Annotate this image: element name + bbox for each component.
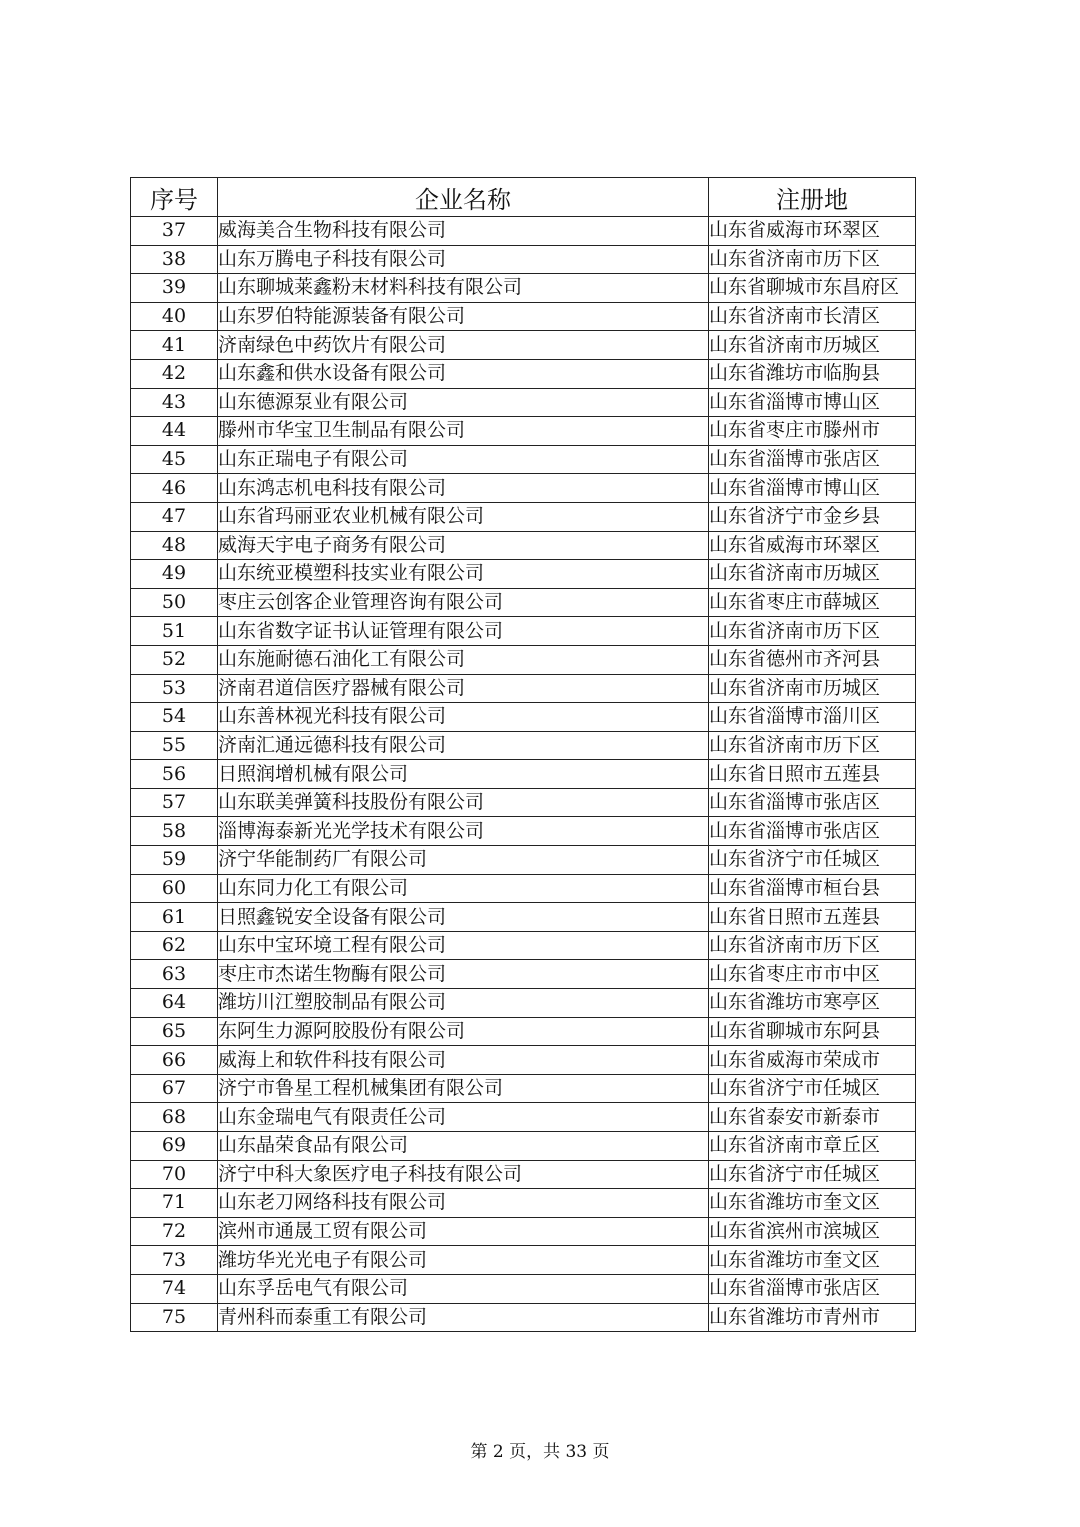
row-company-name: 青州科而泰重工有限公司: [218, 1303, 709, 1332]
row-serial-number: 71: [131, 1189, 218, 1218]
row-company-name: 威海天宇电子商务有限公司: [218, 531, 709, 560]
row-company-name: 山东老刀网络科技有限公司: [218, 1189, 709, 1218]
row-company-name: 威海上和软件科技有限公司: [218, 1046, 709, 1075]
table-row: [131, 474, 916, 503]
row-company-name: 山东同力化工有限公司: [218, 874, 709, 903]
row-registered-location: 山东省济南市长清区: [709, 302, 916, 331]
row-serial-number: 57: [131, 788, 218, 817]
table-row: [131, 302, 916, 331]
table-row: [131, 417, 916, 446]
row-registered-location: 山东省济南市历下区: [709, 245, 916, 274]
row-company-name: 山东省数字证书认证管理有限公司: [218, 617, 709, 646]
row-company-name: 潍坊川江塑胶制品有限公司: [218, 989, 709, 1018]
row-registered-location: 山东省威海市荣成市: [709, 1046, 916, 1075]
row-serial-number: 56: [131, 760, 218, 789]
row-registered-location: 山东省聊城市东阿县: [709, 1017, 916, 1046]
row-registered-location: 山东省潍坊市临朐县: [709, 359, 916, 388]
row-serial-number: 41: [131, 331, 218, 360]
row-serial-number: 48: [131, 531, 218, 560]
row-company-name: 山东中宝环境工程有限公司: [218, 931, 709, 960]
row-serial-number: 74: [131, 1274, 218, 1303]
row-registered-location: 山东省潍坊市青州市: [709, 1303, 916, 1332]
row-registered-location: 山东省淄博市博山区: [709, 388, 916, 417]
table-row: [131, 931, 916, 960]
table-row: [131, 1074, 916, 1103]
row-serial-number: 54: [131, 703, 218, 732]
row-company-name: 淄博海泰新光光学技术有限公司: [218, 817, 709, 846]
row-serial-number: 40: [131, 302, 218, 331]
table-row: [131, 645, 916, 674]
row-serial-number: 61: [131, 903, 218, 932]
row-registered-location: 山东省滨州市滨城区: [709, 1217, 916, 1246]
row-serial-number: 52: [131, 645, 218, 674]
row-company-name: 山东鑫和供水设备有限公司: [218, 359, 709, 388]
row-serial-number: 44: [131, 417, 218, 446]
row-company-name: 日照鑫锐安全设备有限公司: [218, 903, 709, 932]
row-registered-location: 山东省潍坊市寒亭区: [709, 989, 916, 1018]
row-registered-location: 山东省济宁市金乡县: [709, 502, 916, 531]
row-serial-number: 64: [131, 989, 218, 1018]
row-company-name: 济南汇通远德科技有限公司: [218, 731, 709, 760]
table-row: [131, 217, 916, 246]
row-registered-location: 山东省济南市历城区: [709, 560, 916, 589]
table-row: [131, 588, 916, 617]
row-registered-location: 山东省济南市章丘区: [709, 1132, 916, 1161]
row-serial-number: 58: [131, 817, 218, 846]
row-company-name: 山东聊城莱鑫粉末材料科技有限公司: [218, 274, 709, 303]
table-row: [131, 445, 916, 474]
row-company-name: 枣庄云创客企业管理咨询有限公司: [218, 588, 709, 617]
row-serial-number: 43: [131, 388, 218, 417]
row-company-name: 山东鸿志机电科技有限公司: [218, 474, 709, 503]
row-registered-location: 山东省淄博市淄川区: [709, 703, 916, 732]
row-serial-number: 38: [131, 245, 218, 274]
row-serial-number: 51: [131, 617, 218, 646]
table-row: [131, 388, 916, 417]
table-row: [131, 331, 916, 360]
row-registered-location: 山东省威海市环翠区: [709, 531, 916, 560]
row-company-name: 山东善林视光科技有限公司: [218, 703, 709, 732]
row-company-name: 山东金瑞电气有限责任公司: [218, 1103, 709, 1132]
header-registered-location: 注册地: [709, 178, 916, 217]
row-registered-location: 山东省淄博市博山区: [709, 474, 916, 503]
row-serial-number: 75: [131, 1303, 218, 1332]
table-header-row: [131, 178, 916, 217]
table-row: [131, 731, 916, 760]
row-company-name: 威海美合生物科技有限公司: [218, 217, 709, 246]
row-registered-location: 山东省枣庄市市中区: [709, 960, 916, 989]
table-row: [131, 1217, 916, 1246]
row-registered-location: 山东省日照市五莲县: [709, 760, 916, 789]
row-registered-location: 山东省济南市历下区: [709, 617, 916, 646]
table-row: [131, 1274, 916, 1303]
row-serial-number: 55: [131, 731, 218, 760]
row-company-name: 山东省玛丽亚农业机械有限公司: [218, 502, 709, 531]
table-row: [131, 1103, 916, 1132]
row-company-name: 山东罗伯特能源装备有限公司: [218, 302, 709, 331]
page-footer: 第 2 页，共 33 页: [470, 1442, 610, 1462]
row-serial-number: 62: [131, 931, 218, 960]
row-registered-location: 山东省威海市环翠区: [709, 217, 916, 246]
row-serial-number: 73: [131, 1246, 218, 1275]
enterprise-table: [130, 177, 916, 1332]
row-company-name: 枣庄市杰诺生物酶有限公司: [218, 960, 709, 989]
row-company-name: 济南绿色中药饮片有限公司: [218, 331, 709, 360]
row-company-name: 山东统亚模塑科技实业有限公司: [218, 560, 709, 589]
table-row: [131, 560, 916, 589]
table-row: [131, 960, 916, 989]
table-row: [131, 531, 916, 560]
row-serial-number: 72: [131, 1217, 218, 1246]
row-registered-location: 山东省济南市历下区: [709, 931, 916, 960]
row-company-name: 济宁中科大象医疗电子科技有限公司: [218, 1160, 709, 1189]
row-serial-number: 65: [131, 1017, 218, 1046]
row-company-name: 山东晶荣食品有限公司: [218, 1132, 709, 1161]
table-row: [131, 1132, 916, 1161]
table-row: [131, 674, 916, 703]
row-serial-number: 49: [131, 560, 218, 589]
row-registered-location: 山东省淄博市张店区: [709, 1274, 916, 1303]
table-row: [131, 1160, 916, 1189]
row-company-name: 东阿生力源阿胶股份有限公司: [218, 1017, 709, 1046]
row-registered-location: 山东省淄博市桓台县: [709, 874, 916, 903]
row-registered-location: 山东省济南市历下区: [709, 731, 916, 760]
row-registered-location: 山东省济南市历城区: [709, 331, 916, 360]
table-row: [131, 788, 916, 817]
table-row: [131, 817, 916, 846]
row-company-name: 山东德源泵业有限公司: [218, 388, 709, 417]
table-row: [131, 502, 916, 531]
row-serial-number: 47: [131, 502, 218, 531]
row-serial-number: 37: [131, 217, 218, 246]
row-serial-number: 59: [131, 846, 218, 875]
table-row: [131, 703, 916, 732]
row-registered-location: 山东省泰安市新泰市: [709, 1103, 916, 1132]
row-company-name: 山东孚岳电气有限公司: [218, 1274, 709, 1303]
row-registered-location: 山东省枣庄市薛城区: [709, 588, 916, 617]
header-company-name: 企业名称: [218, 178, 709, 217]
table-row: [131, 1046, 916, 1075]
row-registered-location: 山东省枣庄市滕州市: [709, 417, 916, 446]
table-row: [131, 989, 916, 1018]
row-serial-number: 69: [131, 1132, 218, 1161]
row-serial-number: 66: [131, 1046, 218, 1075]
row-registered-location: 山东省济宁市任城区: [709, 846, 916, 875]
row-serial-number: 63: [131, 960, 218, 989]
row-serial-number: 68: [131, 1103, 218, 1132]
row-serial-number: 45: [131, 445, 218, 474]
table-row: [131, 1017, 916, 1046]
row-serial-number: 70: [131, 1160, 218, 1189]
table-row: [131, 1246, 916, 1275]
row-company-name: 济南君道信医疗器械有限公司: [218, 674, 709, 703]
table-row: [131, 1189, 916, 1218]
table-row: [131, 617, 916, 646]
row-registered-location: 山东省淄博市张店区: [709, 445, 916, 474]
row-serial-number: 67: [131, 1074, 218, 1103]
row-registered-location: 山东省聊城市东昌府区: [709, 274, 916, 303]
table-row: [131, 1303, 916, 1332]
row-serial-number: 39: [131, 274, 218, 303]
row-registered-location: 山东省济宁市任城区: [709, 1074, 916, 1103]
row-registered-location: 山东省淄博市张店区: [709, 817, 916, 846]
table-row: [131, 874, 916, 903]
row-company-name: 济宁市鲁星工程机械集团有限公司: [218, 1074, 709, 1103]
row-serial-number: 42: [131, 359, 218, 388]
row-serial-number: 53: [131, 674, 218, 703]
table-row: [131, 760, 916, 789]
row-company-name: 滨州市通晟工贸有限公司: [218, 1217, 709, 1246]
table-row: [131, 245, 916, 274]
table-row: [131, 359, 916, 388]
row-company-name: 山东施耐德石油化工有限公司: [218, 645, 709, 674]
row-registered-location: 山东省潍坊市奎文区: [709, 1189, 916, 1218]
row-company-name: 济宁华能制药厂有限公司: [218, 846, 709, 875]
row-serial-number: 50: [131, 588, 218, 617]
row-company-name: 日照润增机械有限公司: [218, 760, 709, 789]
row-registered-location: 山东省淄博市张店区: [709, 788, 916, 817]
row-company-name: 山东联美弹簧科技股份有限公司: [218, 788, 709, 817]
table-row: [131, 274, 916, 303]
header-serial-number: 序号: [131, 178, 218, 217]
row-registered-location: 山东省日照市五莲县: [709, 903, 916, 932]
row-serial-number: 46: [131, 474, 218, 503]
row-registered-location: 山东省济宁市任城区: [709, 1160, 916, 1189]
row-company-name: 山东正瑞电子有限公司: [218, 445, 709, 474]
row-registered-location: 山东省潍坊市奎文区: [709, 1246, 916, 1275]
row-company-name: 滕州市华宝卫生制品有限公司: [218, 417, 709, 446]
row-company-name: 潍坊华光光电子有限公司: [218, 1246, 709, 1275]
table-body: [131, 217, 916, 1332]
row-company-name: 山东万腾电子科技有限公司: [218, 245, 709, 274]
row-registered-location: 山东省德州市齐河县: [709, 645, 916, 674]
row-serial-number: 60: [131, 874, 218, 903]
table-row: [131, 903, 916, 932]
row-registered-location: 山东省济南市历城区: [709, 674, 916, 703]
table-row: [131, 846, 916, 875]
